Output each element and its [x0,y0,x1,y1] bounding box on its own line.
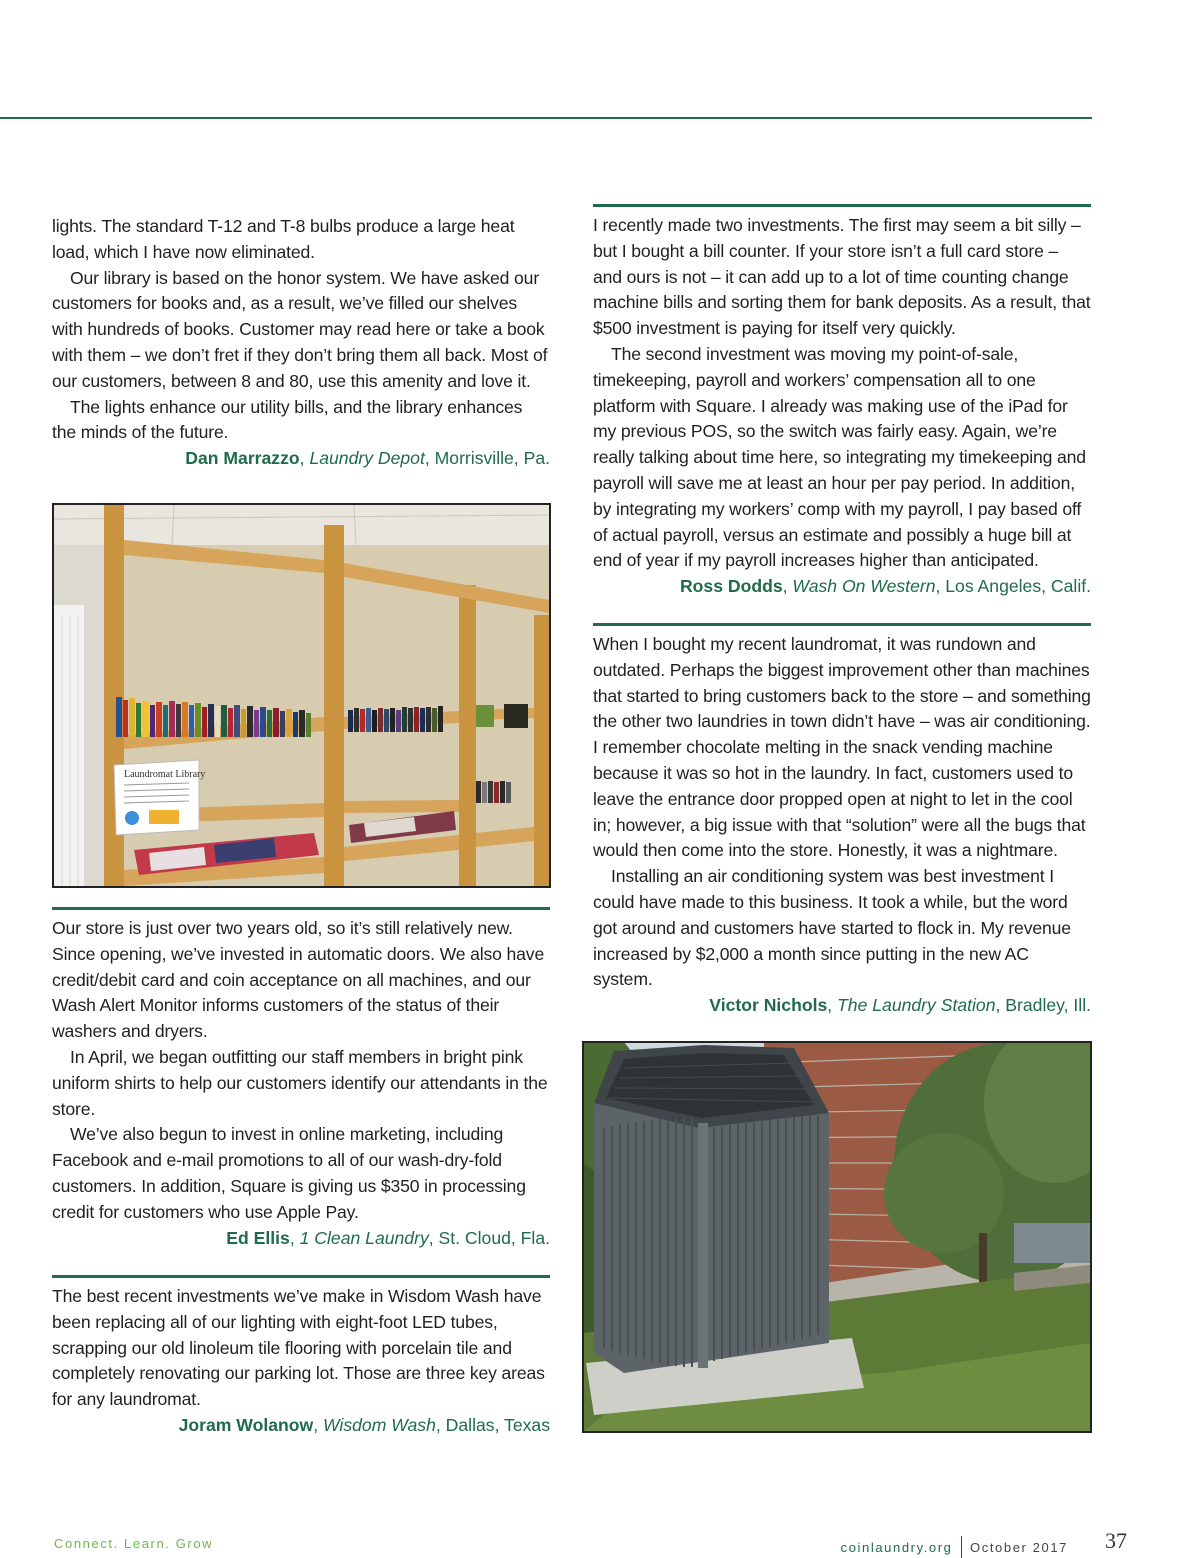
article-paragraph: The lights enhance our utility bills, and the library enhances the minds of the future. [52,396,523,443]
attribution: Dan Marrazzo, Laundry Depot, Morrisville, Pa. [185,448,550,469]
footer-date: October 2017 [970,1539,1068,1555]
library-photo [52,503,551,888]
location: , St. Cloud, Fla. [428,1227,550,1248]
article-paragraph: lights. The standard T-12 and T-8 bulbs produce a large heat load, which I have now eliminated. [52,216,515,262]
header-rule [0,117,1092,119]
article-paragraph: Our library is based on the honor system. We have asked our customers for books and, as a result, we’ve filled our shelves with hundreds of books. Customer may read here or take a book with them – we don’t fret if they don’t bring them all back. Most of our customers, between 8 and 80, use this amenity and love it. [52,267,548,391]
location: , Bradley, Ill. [995,995,1091,1016]
footer-site: coinlaundry.org [840,1539,953,1555]
article-paragraph: When I bought my recent laundromat, it was rundown and outdated. Perhaps the biggest improvement other than machines that started to bring customers back to the store – and something the other two laundries in town didn’t have – was air conditioning. I remember chocolate melting in the snack vending machine because it was so hot in the laundry. In fact, customers used to leave the entrance door propped open at night to let in the cool in; however, a big issue with that “solution” were all the bugs that would then come into the store. Honestly, it was a nightmare. [593,634,1091,861]
article-paragraph: Our store is just over two years old, so it’s still relatively new. Since opening, we’ve invested in automatic doors. We also have credit/debit card and coin acceptance on all machines, and our Wash Alert Monitor informs customers of the status of their washers and dryers. [52,918,545,1042]
article-paragraph: Installing an air conditioning system was best investment I could have made to this business. It took a while, but the word got around and customers have started to flock in. My revenue increased by $2,000 a month since putting in the new AC system. [593,866,1071,990]
article-wolanow [52,1275,550,1439]
location: , Morrisville, Pa. [424,448,550,469]
attribution: Ed Ellis, 1 Clean Laundry, St. Cloud, Fla. [226,1227,550,1248]
ac-unit-photo [582,1041,1092,1433]
section-rule [52,907,550,910]
library-shelves-image [54,505,549,886]
article-paragraph: The best recent investments we’ve make in Wisdom Wash have been replacing all of our lighting with eight-foot LED tubes, scrapping our old linoleum tile flooring with porcelain tile and completely renovating our parking lot. Those are three key areas for any laundromat. [52,1286,545,1410]
business-name: Wisdom Wash [322,1414,436,1435]
attribution: Ross Dodds, Wash On Western, Los Angeles, Calif. [679,576,1091,597]
library-sign-text: Laundromat Library [124,769,206,780]
footer-tagline: Connect. Learn. Grow [54,1536,214,1551]
footer-info [841,1536,1068,1558]
location: , Dallas, Texas [435,1414,550,1435]
business-name: 1 Clean Laundry [299,1227,429,1248]
author-name: Dan Marrazzo [185,448,300,469]
business-name: The Laundry Station [837,995,996,1016]
business-name: Laundry Depot [309,448,425,469]
ac-unit-image [584,1043,1090,1431]
author-name: Ed Ellis [226,1227,290,1248]
footer-divider [961,1536,963,1558]
section-rule [593,623,1091,626]
author-name: Ross Dodds [679,576,783,597]
attribution: Victor Nichols, The Laundry Station, Bradley, Ill. [709,995,1091,1016]
article-paragraph: We’ve also begun to invest in online marketing, including Facebook and e-mail promotions to all of our wash-dry-fold customers. In addition, Square is giving us $350 in processing credit for customers who use Apple Pay. [52,1124,526,1222]
author-name: Joram Wolanow [178,1414,314,1435]
attribution: Joram Wolanow, Wisdom Wash, Dallas, Texas [178,1414,550,1435]
article-nichols [593,623,1091,1019]
article-paragraph: In April, we began outfitting our staff members in bright pink uniform shirts to help our customers identify our attendants in the store. [52,1046,548,1119]
section-rule [52,1275,550,1278]
section-rule [593,204,1091,207]
article-ellis [52,907,550,1251]
article-marrazzo [52,214,550,472]
page-number: 37 [1105,1528,1127,1553]
location: , Los Angeles, Calif. [935,576,1091,597]
author-name: Victor Nichols [709,995,828,1016]
article-paragraph: I recently made two investments. The first may seem a bit silly – but I bought a bill counter. If your store isn’t a full card store – and ours is not – it can add up to a lot of time counting change machine bills and sorting them for bank deposits. As a result, that $500 investment is paying for itself very quickly. [593,215,1091,339]
business-name: Wash On Western [792,576,936,597]
article-paragraph: The second investment was moving my point-of-sale, timekeeping, payroll and workers’ compensation all to one platform with Square. I already was making use of the iPad for my previous POS, so the switch was fairly easy. Again, we’re really talking about time here, so integrating my timekeeping and payroll will save me at least an hour per pay period. In addition, by integrating my workers’ comp with my payroll, I pay based off of actual payroll, versus an estimate and possibly a huge bill at end of year if my payroll increases higher than anticipated. [593,343,1086,571]
article-dodds [593,204,1091,600]
